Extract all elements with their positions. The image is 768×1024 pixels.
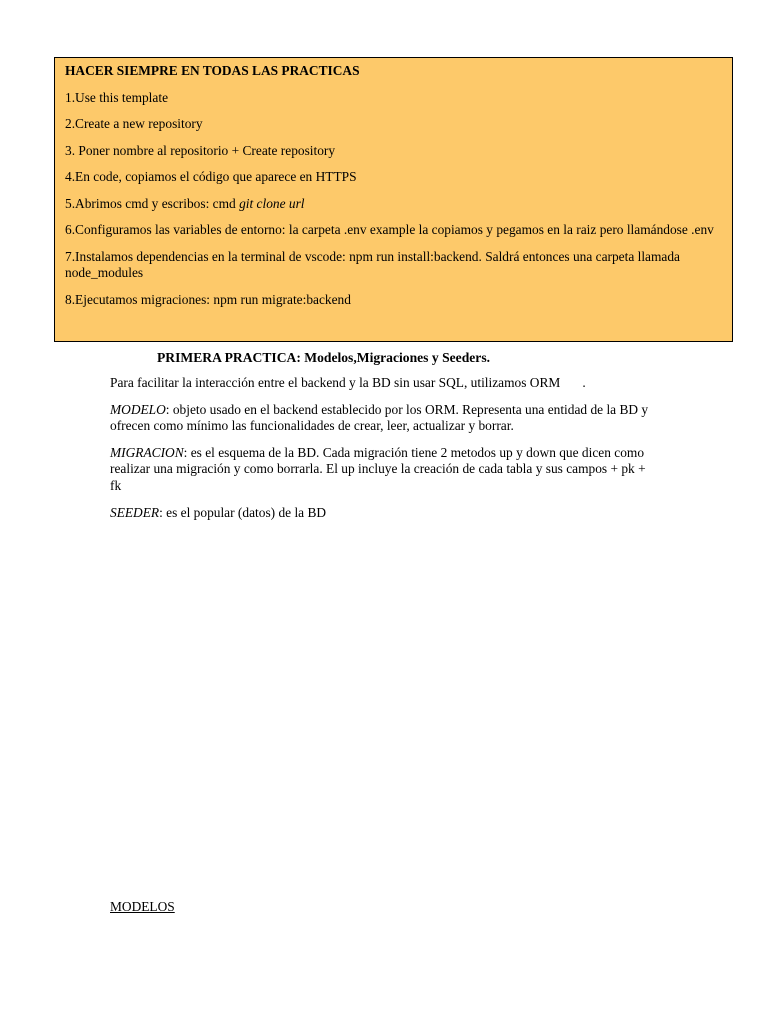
definition-term: SEEDER [110,504,160,520]
step-2: 2.Create a new repository [65,116,203,131]
definition-term: MODELO [110,401,166,417]
definition-modelo [110,402,655,435]
practice-heading: PRIMERA PRACTICA: Modelos,Migraciones y Seeders. [157,350,491,365]
callout-title: HACER SIEMPRE EN TODAS LAS PRACTICAS [65,63,360,78]
definition-migracion [110,445,655,495]
step-3: 3. Poner nombre al repositorio + Create repository [65,142,336,158]
step-8: 8.Ejecutamos migraciones: npm run migrate:backend [65,291,351,307]
step-1: 1.Use this template [65,89,169,105]
step-7: 7.Instalamos dependencias en la terminal de vscode: npm run install:backend. Saldrá entonces una carpeta llamada node_modules [65,248,681,280]
step-5-command: git clone url [239,195,305,211]
definition-text: : es el popular (datos) de la BD [159,504,327,520]
definition-seeder [110,505,655,522]
step-5-text: 5.Abrimos cmd y escribos: cmd [65,195,240,211]
section-title-modelos: MODELOS [110,899,175,914]
definition-term: MIGRACION [110,444,184,460]
step-5 [65,196,722,213]
intro-paragraph [110,375,655,392]
step-4: 4.En code, copiamos el código que aparece en HTTPS [65,169,357,184]
step-6: 6.Configuramos las variables de entorno: la carpeta .env example la copiamos y pegamos en la raiz pero llamándose .env [65,222,714,237]
intro-end-mark: . [582,375,586,390]
document-body [110,375,655,531]
intro-text: Para facilitar la interacción entre el backend y la BD sin usar SQL, utilizamos ORM [110,375,561,390]
definition-text: : es el esquema de la BD. Cada migración tiene 2 metodos up y down que dicen como realizar una migración y como borrarla. El up incluye la creación de cada tabla y sus campos + pk + fk [110,444,646,493]
definition-text: : objeto usado en el backend establecido por los ORM. Representa una entidad de la BD y ofrecen como mínimo las funcionalidades de crear, leer, actualizar y borrar. [110,401,649,434]
instructions-callout-box [54,57,733,342]
